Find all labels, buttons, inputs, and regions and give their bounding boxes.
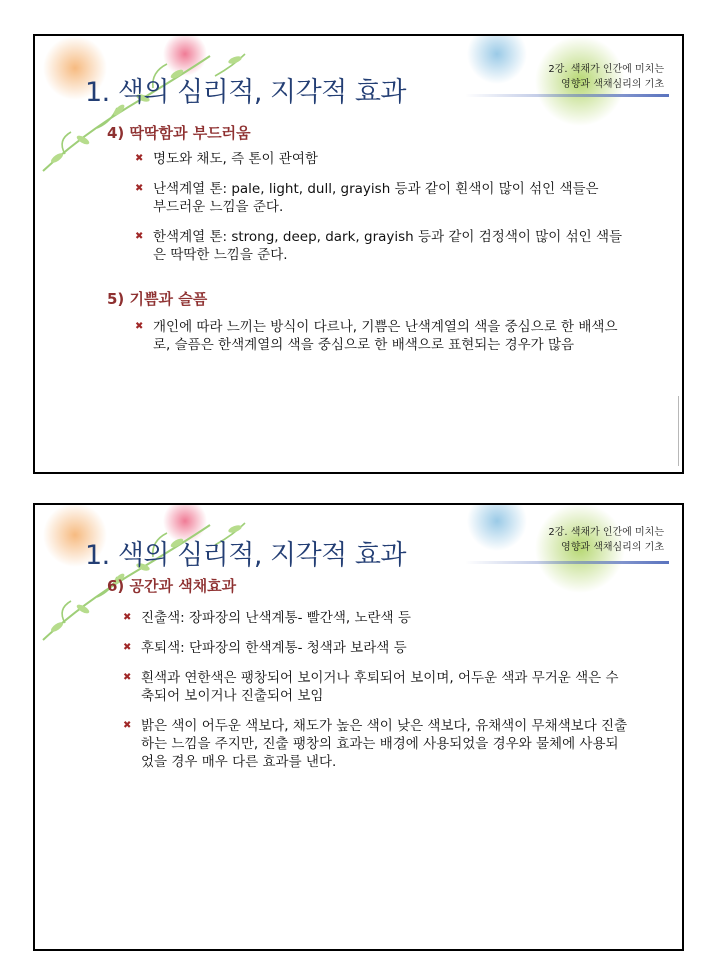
lecture-label xyxy=(548,62,664,92)
x-mark-icon: ✖ xyxy=(135,231,144,242)
slide-title: 1. 색의 심리적, 지각적 효과 xyxy=(85,540,406,571)
list-item-text: 개인에 따라 느끼는 방식이 다르나, 기쁨은 난색계열의 색을 중심으로 한 배색으로, 슬픔은 한색계열의 색을 중심으로 한 배색으로 표현되는 경우가 많음 xyxy=(153,319,618,353)
list-item xyxy=(135,150,625,168)
section-heading: 6) 공간과 색채효과 xyxy=(107,577,237,595)
x-mark-icon: ✖ xyxy=(135,183,144,194)
list-item-text: 명도와 채도, 즉 톤이 관여함 xyxy=(153,151,318,167)
x-mark-icon: ✖ xyxy=(135,153,144,164)
x-mark-icon: ✖ xyxy=(123,612,132,623)
list-item xyxy=(123,639,628,657)
list-item-text: 흰색과 연한색은 팽창되어 보이거나 후퇴되어 보이며, 어두운 색과 무거운 색은 수축되어 보이거나 진출되어 보임 xyxy=(141,670,619,704)
section-heading: 5) 기쁨과 슬픔 xyxy=(107,290,208,308)
bullet-list xyxy=(135,150,625,264)
list-item xyxy=(135,180,613,216)
list-item-text: 한색계열 톤: strong, deep, dark, grayish 등과 같이 검정색이 많이 섞인 색들은 딱딱한 느낌을 준다. xyxy=(153,229,623,263)
x-mark-icon: ✖ xyxy=(123,642,132,653)
section-heading: 4) 딱딱함과 부드러움 xyxy=(107,124,251,142)
list-item xyxy=(135,228,623,264)
header-rule xyxy=(465,94,669,97)
list-item-text: 밝은 색이 어두운 색보다, 채도가 높은 색이 낮은 색보다, 유채색이 무채색보다 진출하는 느낌을 주지만, 진출 팽창의 효과는 배경에 사용되었을 경우와 물체에 사용되었을 경우 매우 다른 효과를 낸다. xyxy=(141,718,628,770)
list-item xyxy=(123,669,626,705)
list-item xyxy=(135,318,630,354)
slide-1 xyxy=(33,34,684,474)
list-item-text: 난색계열 톤: pale, light, dull, grayish 등과 같이 흰색이 많이 섞인 색들은 부드러운 느낌을 준다. xyxy=(153,181,599,215)
bullet-list xyxy=(123,609,628,771)
lecture-label-line-2: 영향과 색채심리의 기초 xyxy=(561,79,664,90)
edge-line xyxy=(678,396,679,466)
slide-title: 1. 색의 심리적, 지각적 효과 xyxy=(85,77,406,108)
x-mark-icon: ✖ xyxy=(123,672,132,683)
list-item-text: 진출색: 장파장의 난색계통- 빨간색, 노란색 등 xyxy=(141,610,411,626)
lecture-label-line-2: 영향과 색채심리의 기초 xyxy=(561,542,664,553)
header-rule xyxy=(465,561,669,564)
list-item-text: 후퇴색: 단파장의 한색계통- 청색과 보라색 등 xyxy=(141,640,407,656)
x-mark-icon: ✖ xyxy=(123,720,132,731)
x-mark-icon: ✖ xyxy=(135,321,144,332)
lecture-label-line-1: 2강. 색채가 인간에 미치는 xyxy=(548,527,664,538)
slide-2 xyxy=(33,503,684,951)
list-item xyxy=(123,609,628,627)
lecture-label xyxy=(548,525,664,555)
bullet-list xyxy=(135,318,630,354)
lecture-label-line-1: 2강. 색채가 인간에 미치는 xyxy=(548,64,664,75)
list-item xyxy=(123,717,628,771)
